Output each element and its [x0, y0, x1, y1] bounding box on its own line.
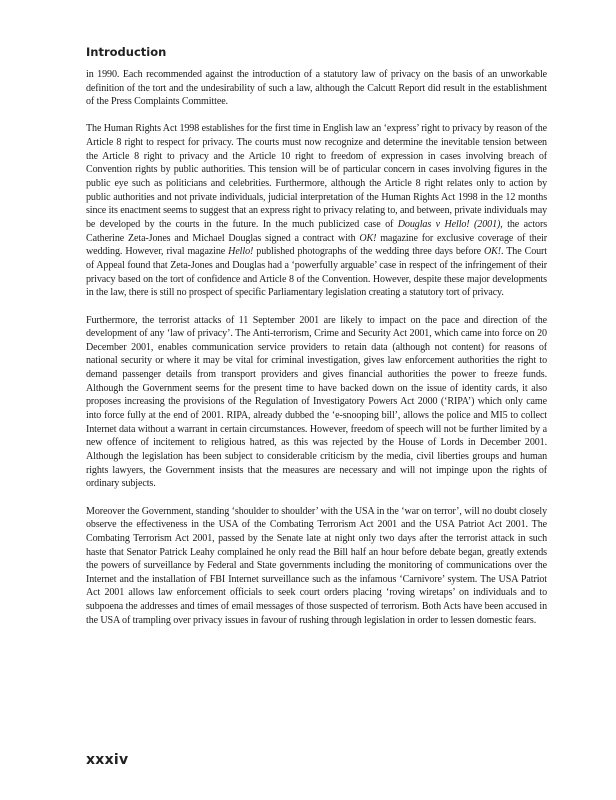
italic-text: OK! — [359, 232, 377, 244]
page-content — [86, 44, 547, 641]
paragraph — [86, 505, 547, 628]
paragraph — [86, 314, 547, 492]
paragraph-text: magazine for exclusive coverage of their wedding. However, rival magazine — [86, 232, 548, 258]
paragraph-text: Furthermore, the terrorist attacks of 11 September 2001 are likely to impact on the pace and direction of the development of any ‘law of privacy’. The Anti-terrorism, Crime and Security Act 2001, which came into force on 20 December 2001, enables communication service providers to retain data (although not content) for reasons of national security or where it may be vital for criminal investigation, gives law enforcement authorities the right to demand passenger details from transport providers and gives financial authorities the power to freeze funds. Although the Government seems for the present time to have backed down on the issue of identity cards, it also proposes increasing the provisions of the Regulation of Investigatory Powers Act 2000 (‘RIPA’) which only came into force fully at the end of 2001. RIPA, already dubbed the ‘e-snooping bill’, allows the police and MI5 to collect Internet data without a warrant in certain circumstances. However, freedom of speech will not be further limited by a new offence of incitement to religious hatred, as this was rejected by the House of Lords in December 2001. Although the legislation has been subject to considerable criticism by the media, civil liberties groups and human rights lawyers, the Government insists that the measures are necessary and will not impinge upon the rights of ordinary subjects. — [86, 314, 547, 490]
paragraph — [86, 122, 547, 300]
page-number: xxxiv — [86, 752, 129, 768]
paragraph-text: published photographs of the wedding three days before — [253, 246, 484, 258]
paragraph-text: . The Court of Appeal found that Zeta-Jones and Douglas had a ‘powerfully arguable’ case in respect of the infringement of their privacy based on the tort of confidence and Article 8 of the Convention. However, despite these major developments in the law, there is still no prospect of specific Parliamentary legislation creating a statutory tort of privacy. — [86, 246, 547, 299]
paragraph-text: Moreover the Government, standing ‘shoulder to shoulder’ with the USA in the ‘war on terror’, will no doubt closely observe the effectiveness in the USA of the Combating Terrorism Act 2001 and the USA Patriot Act 2001. The Combating Terrorism Act 2001, passed by the Senate late at night only two days after the terrorist attack in such haste that Senator Patrick Leahy complained he only read the Bill half an hour before debate began, greatly extends the powers of surveillance by Federal and State governments including the monitoring of communications over the Internet and the installation of FBI Internet surveillance such as the infamous ‘Carnivore’ system. The USA Patriot Act 2001 allows law enforcement officials to seek court orders placing ‘roving wiretaps’ on individuals and to subpoena the addresses and times of email messages of those suspected of terrorism. Both Acts have been accused in the USA of trampling over privacy issues in favour of rushing through legislation in order to lessen domestic fears. — [86, 505, 547, 626]
running-head: Introduction — [86, 45, 167, 59]
paragraph-text: , the actors Catherine Zeta-Jones and Michael Douglas signed a contract with — [86, 219, 548, 244]
italic-text: Hello! — [228, 246, 254, 258]
paragraph-text: The Human Rights Act 1998 establishes for the first time in English law an ‘express’ right to privacy by reason of the Article 8 right to respect for privacy. The courts must now recognize and determine the inevitable tension between the Article 8 right to privacy and the Article 10 right to freedom of expression in cases involving breach of Convention rights by public authorities. This tension will be of particular concern in cases involving figures in the public eye such as politicians and celebrities. Furthermore, although the Article 8 right relates only to action by public authorities and not private individuals, judicial interpretation of the Human Rights Act 1998 in the 12 months since its enactment seems to suggest that an express right to privacy relating to, and between, private individuals may be developed by the courts in the future. In the much publicized case of — [86, 123, 547, 231]
italic-text: Douglas v Hello! (2001) — [397, 219, 501, 231]
paragraph — [86, 68, 547, 109]
italic-text: OK! — [483, 246, 501, 258]
paragraph-text: in 1990. Each recommended against the introduction of a statutory law of privacy on the basis of an unworkable definition of the tort and the undesirability of such a law, although the Calcutt Report did result in the establishment of the Press Complaints Committee. — [86, 69, 547, 108]
